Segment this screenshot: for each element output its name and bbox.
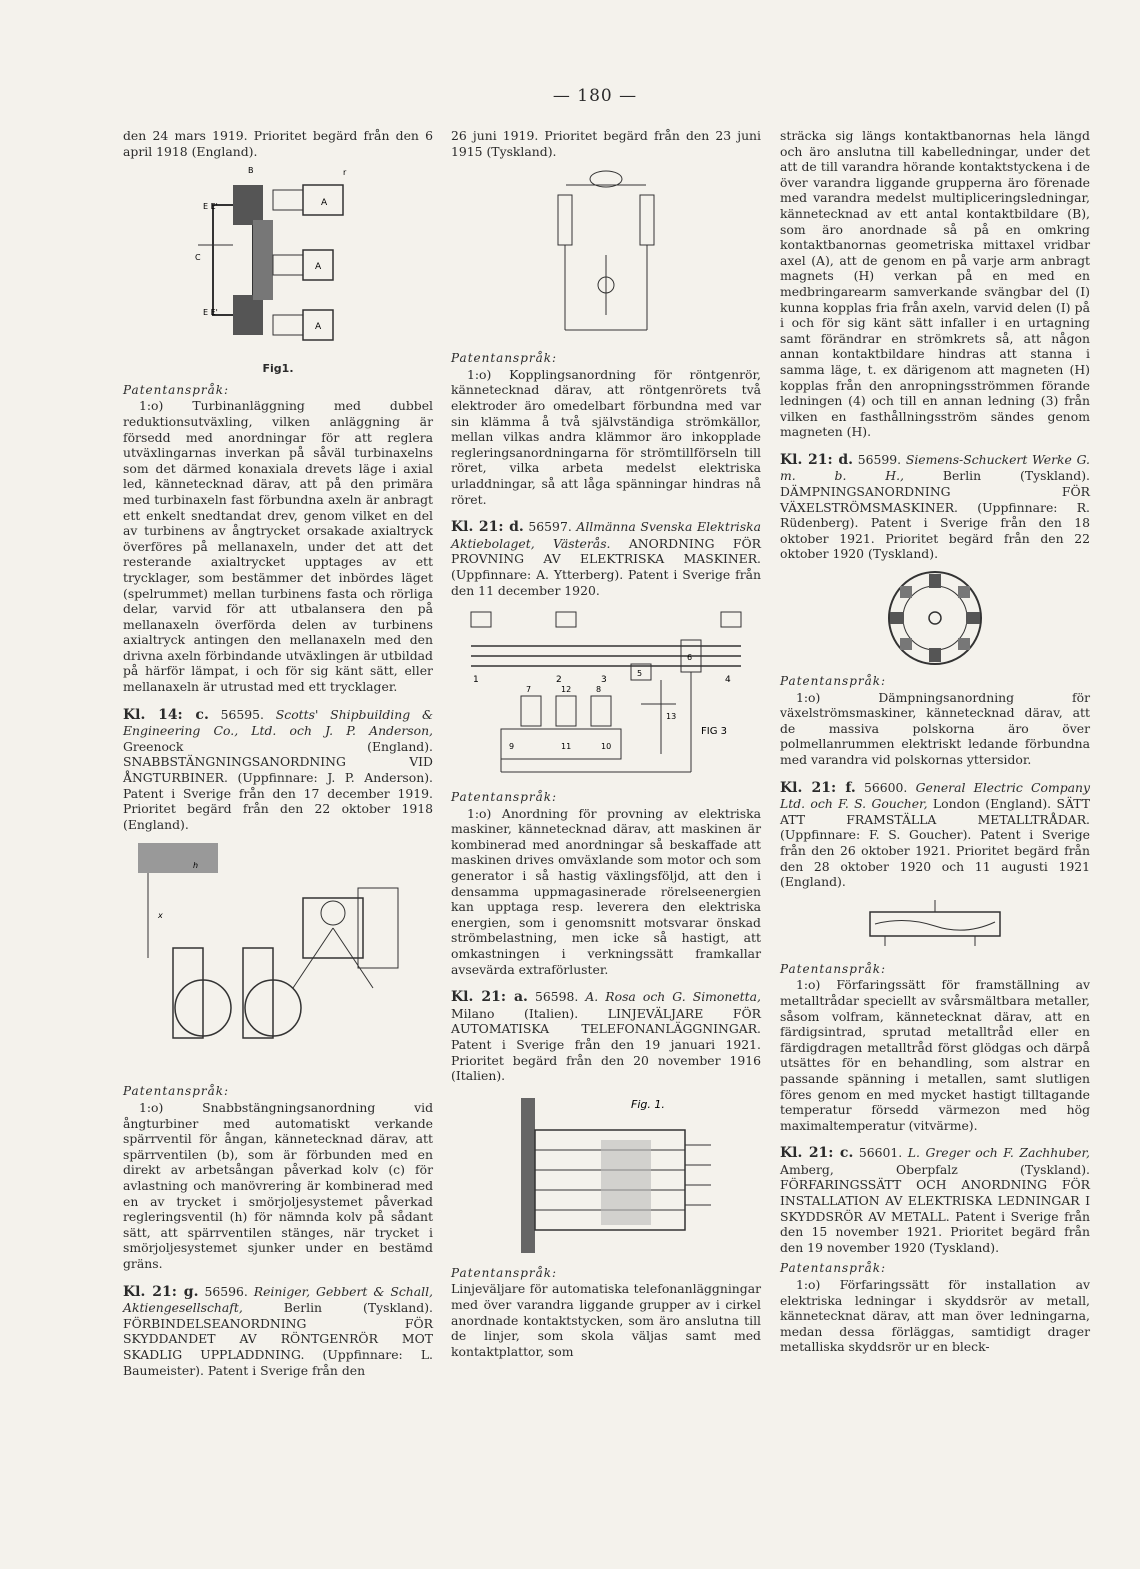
svg-text:h: h <box>193 861 199 871</box>
fig3-caption: FIG 3 <box>701 726 727 738</box>
figure-steam-valve <box>133 838 423 1078</box>
figure-pole-damping <box>880 568 990 668</box>
fig3-num-2: 2 <box>556 675 562 686</box>
svg-text:A: A <box>315 322 322 333</box>
fig3-num-11: 11 <box>561 742 572 752</box>
fig1-caption: Fig1. <box>262 362 294 376</box>
fig3-num-7: 7 <box>526 685 532 695</box>
col1-claim2-label: Patentanspråk: <box>123 1084 230 1099</box>
fig3-num-8: 8 <box>596 685 602 695</box>
svg-text:B: B <box>248 166 254 176</box>
patent-body: Berlin (Tyskland). FÖRBINDELSEANORDNING FÖR SKYDDANDET AV RÖNTGENRÖR MOT SKADLIG UPPLADDNING. (Uppfinnare: L. Baumeister). Patent i Sverige från den <box>123 1300 433 1378</box>
svg-text:A: A <box>315 262 322 273</box>
column-1 <box>123 128 433 1378</box>
col3-claim1: 1:o) Dämpningsanordning för växelströmsmaskiner, kännetecknad därav, att de massiva polskorna äro över polmellanrummen elektriskt ledande förbundna med varandra vid polskornas yttersidor. <box>780 689 1090 767</box>
fig3-num-13: 13 <box>666 712 677 722</box>
patent-number: 56597. <box>528 519 572 535</box>
col1-entry-56596 <box>123 1284 433 1379</box>
fig3-num-6: 6 <box>687 653 693 663</box>
col3-claim3: 1:o) Förfaringssätt för installation av elektriska ledningar i skyddsrör av metall, kännetecknat därav, att man över ledningarna, medan dessa förläggas, samtidigt drager metalliska skyddsrör ur en bleck- <box>780 1277 1090 1355</box>
col2-claim2: 1:o) Anordning för provning av elektriska maskiner, kännetecknad därav, att maskinen är kombinerad med anordningar så beskaffade att maskinen drives omväxlande som motor och som generator i så hastig växlingsföljd, att den i densamma uppmagasinerade rörelseenergien kan upptaga resp. leverera den elektriska energien, som i genomsnitt motsvarar önskad strömbelastning, men icke så hastigt, att omkastningen i verkningssätt framkallar avsevärda extraförluster. <box>451 805 761 977</box>
class-code: Kl. 21: g. <box>123 1283 199 1300</box>
page-number: — 180 — <box>552 86 638 106</box>
patent-owner: Scotts' Shipbuilding & Engineering Co., Ltd. och J. P. Anderson, <box>123 706 433 739</box>
col3-claim2: 1:o) Förfaringssätt för framställning av metalltrådar speciellt av svårsmältbara metaller, såsom volfram, kännetecknat därav, att en färdigsintrad, sprutad metalltråd eller en färdigdragen metalltråd först glödgas och därpå utsättes för en behandling, som alstrar en passande spänning i metallen, samt slutligen föres genom en med mycket hastigt tilltagande temperatur försedd värmezon med hög maximaltemperatur (vitvärme). <box>780 977 1090 1133</box>
patent-body: Amberg, Oberpfalz (Tyskland). FÖRFARINGSSÄTT OCH ANORDNING FÖR INSTALLATION AV ELEKTRISKA LEDNINGAR I SKYDDSRÖR AV METALL. Patent i Sverige från den 15 november 1921. Prioritet begärd från den 19 november 1920 (Tyskland). <box>780 1161 1090 1255</box>
svg-text:E E': E E' <box>203 308 218 318</box>
svg-text:C: C <box>195 253 201 263</box>
column-2 <box>451 128 761 1359</box>
patent-number: 56601. <box>858 1145 903 1161</box>
fig3-num-9: 9 <box>509 742 515 752</box>
fig3-num-12: 12 <box>561 685 572 695</box>
col2-entry-56598 <box>451 989 761 1084</box>
col1-claim1: 1:o) Turbinanläggning med dubbel reduktionsutväxling, vilken anläggning är försedd med anordningar för att reglera utväxlingarnas inverkan på såväl turbinaxelns som det därmed konaxiala drevets läge i axial led, kännetecknad därav, att på den primära med turbinaxeln fast förbundna axeln är anbragt ett enkelt snedtandat drev, genom vilket en del av turbinens av ångtrycket orsakade axialtryck överföres på mellanaxeln, under det att det resterande axialtrycket upptages av ett trycklager, som bestämmer det inbördes läget (spelrummet) mellan turbinens fasta och rörliga delar, varvid för att utbalansera den på mellanaxeln överförda delen av turbinens axialtryck antingen den mellanaxeln med den drivna axeln förbindande utväxlingen är utbildad på härför lämpat, i och för sig känt sätt, eller mellanaxeln är utrustad med ett trycklager. <box>123 398 433 695</box>
patent-number: 56598. <box>534 989 579 1005</box>
patent-number: 56600. <box>864 779 908 795</box>
patent-body: Greenock (England). SNABBSTÄNGNINGSANORDNING VID ÅNGTURBINER. (Uppfinnare: J. P. Anderson). Patent i Sverige från den 17 december 1919. Prioritet begärd från den 22 oktober 1918 (England). <box>123 738 433 832</box>
col2-claim3: Linjeväljare för automatiska telefonanläggningar med över varandra liggande grupper av i cirkel anordnade kontaktstycken, som äro anslutna till de linjer, som skola väljas samt med kontaktplattor, som <box>451 1281 761 1359</box>
fig3-num-10: 10 <box>601 742 612 752</box>
fig3-num-1: 1 <box>473 675 479 686</box>
col2-claim1-label: Patentanspråk: <box>451 351 558 366</box>
col1-entry-56595 <box>123 707 433 833</box>
col1-claim1-label: Patentanspråk: <box>123 382 230 397</box>
figure-line-selector <box>481 1090 731 1260</box>
fig3-num-5: 5 <box>637 669 643 679</box>
figure-turbine-gearing <box>193 165 363 355</box>
class-code: Kl. 21: f. <box>780 779 856 796</box>
patent-body: Milano (Italien). LINJEVÄLJARE FÖR AUTOMATISKA TELEFONANLÄGGNINGAR. Patent i Sverige från den 19 januari 1921. Prioritet begärd från den 20 november 1916 (Italien). <box>451 1005 761 1084</box>
class-code: Kl. 21: c. <box>780 1145 854 1162</box>
class-code: Kl. 21: d. <box>451 519 524 536</box>
col2-claim3-label: Patentanspråk: <box>451 1265 558 1280</box>
fig3-num-4: 4 <box>725 675 731 686</box>
svg-text:r: r <box>343 168 347 178</box>
col2-continuation: 26 juni 1919. Prioritet begärd från den 23 juni 1915 (Tyskland). <box>451 128 761 159</box>
patent-number: 56595. <box>220 706 264 722</box>
col2-claim2-label: Patentanspråk: <box>451 790 558 805</box>
col3-entry-56601 <box>780 1145 1090 1255</box>
patent-owner: General Electric Company Ltd. och F. S. Goucher, <box>780 779 1090 812</box>
patent-owner: Siemens-Schuckert Werke G. m. b. H., <box>780 451 1090 484</box>
fig3-num-3: 3 <box>601 675 607 686</box>
patent-number: 56596. <box>204 1283 248 1299</box>
class-code: Kl. 21: a. <box>451 989 528 1006</box>
class-code: Kl. 21: d. <box>780 451 854 468</box>
col3-continuation: sträcka sig längs kontaktbanornas hela längd och äro anslutna till kabelledningar, under det att de till varandra hörande kontaktstyckena i de över varandra liggande grupperna äro förenade med varandra medelst multipliceringsledningar, kännetecknad av ett antal kontaktbildare (B), som äro anordnade så på en omkring kontaktbanornas geometriska mittaxel vridbar axel (A), att de genom en på varje arm anbragt magnets (H) verkan på en med en medbringarearm samverkande svängbar del (I) kunna kopplas fria från axeln, varvid delen (I) på i och för sig känt sätt infaller i en urtagning samt förändrar en strömkrets så, att någon annan kontaktbildare hindras att stanna i samma läge, t. ex därigenom att magneten (H) kopplas från den anropningsströmmen förande ledningen (4) och till en annan ledning (3) från vilken en fasthållningsström sändes genom magneten (H). <box>780 128 1090 440</box>
patent-body: Berlin (Tyskland). DÄMPNINGSANORDNING FÖR VÄXELSTRÖMSMASKINER. (Uppfinnare: R. Rüdenberg). Patent i Sverige från den 18 oktober 1921. Prioritet begärd från den 22 oktober 1920 (Tyskland). <box>780 468 1090 562</box>
patent-owner: Allmänna Svenska Elektriska Aktiebolaget, Västerås. <box>451 519 761 551</box>
patent-owner: L. Greger och F. Zachhuber, <box>907 1145 1090 1161</box>
figure-xray-circuit <box>546 165 666 345</box>
col1-claim2: 1:o) Snabbstängningsanordning vid ångturbiner med automatiskt verkande spärrventil för ångan, kännetecknad därav, att spärrventilen (b), som är förbunden med en direkt av arbetsångan påverkad kolv (c) för avlastning och manövrering är kombinerad med en av trycket i smörjoljesystemet påverkad regleringsventil (h) för nämnda kolv på sådant sätt, att spärrventilen stänges, när trycket i smörjoljesystemet sjunker under en bestämd gräns. <box>123 1100 433 1271</box>
patent-body: London (England). SÄTT ATT FRAMSTÄLLA METALLTRÅDAR. (Uppfinnare: F. S. Goucher). Patent i Sverige från den 26 oktober 1921. Prioritet begärd från den 28 oktober 1920 och 11 augusti 1921 (England). <box>780 796 1090 890</box>
svg-text:E E': E E' <box>203 202 218 212</box>
patent-owner: Reiniger, Gebbert & Schall, Aktiengesellschaft, <box>123 1283 433 1316</box>
patent-body: ANORDNING FÖR PROVNING AV ELEKTRISKA MASKINER. (Uppfinnare: A. Ytterberg). Patent i Sverige från den 11 december 1920. <box>451 535 761 598</box>
svg-text:x: x <box>158 911 163 921</box>
col3-entry-56600 <box>780 780 1090 890</box>
col3-claim3-label: Patentanspråk: <box>780 1261 887 1276</box>
class-code: Kl. 14: c. <box>123 706 209 723</box>
figure-wire-furnace <box>865 896 1005 956</box>
col3-claim2-label: Patentanspråk: <box>780 961 887 976</box>
patent-owner: A. Rosa och G. Simonetta, <box>585 989 761 1005</box>
col3-claim1-label: Patentanspråk: <box>780 674 887 689</box>
col2-entry-56597 <box>451 519 761 598</box>
figure-machine-test-circuit <box>461 604 751 784</box>
col3-entry-56599 <box>780 452 1090 562</box>
col1-continuation: den 24 mars 1919. Prioritet begärd från den 6 april 1918 (England). <box>123 128 433 159</box>
fig-line-selector-caption: Fig. 1. <box>631 1097 665 1111</box>
patent-number: 56599. <box>857 451 902 467</box>
column-3 <box>780 128 1090 1355</box>
svg-text:A: A <box>321 198 328 209</box>
col2-claim1: 1:o) Kopplingsanordning för röntgenrör, kännetecknad därav, att röntgenrörets två elektroder äro omedelbart förbundna med var sin klämma å två självständiga strömkällor, mellan vilkas andra klämmor äro inkopplade regleringsanordningarna för strömtillförseln till röret, vilka arbeta medelst elektriska urladdningar, så att låga spänningar hindras nå röret. <box>451 366 761 507</box>
